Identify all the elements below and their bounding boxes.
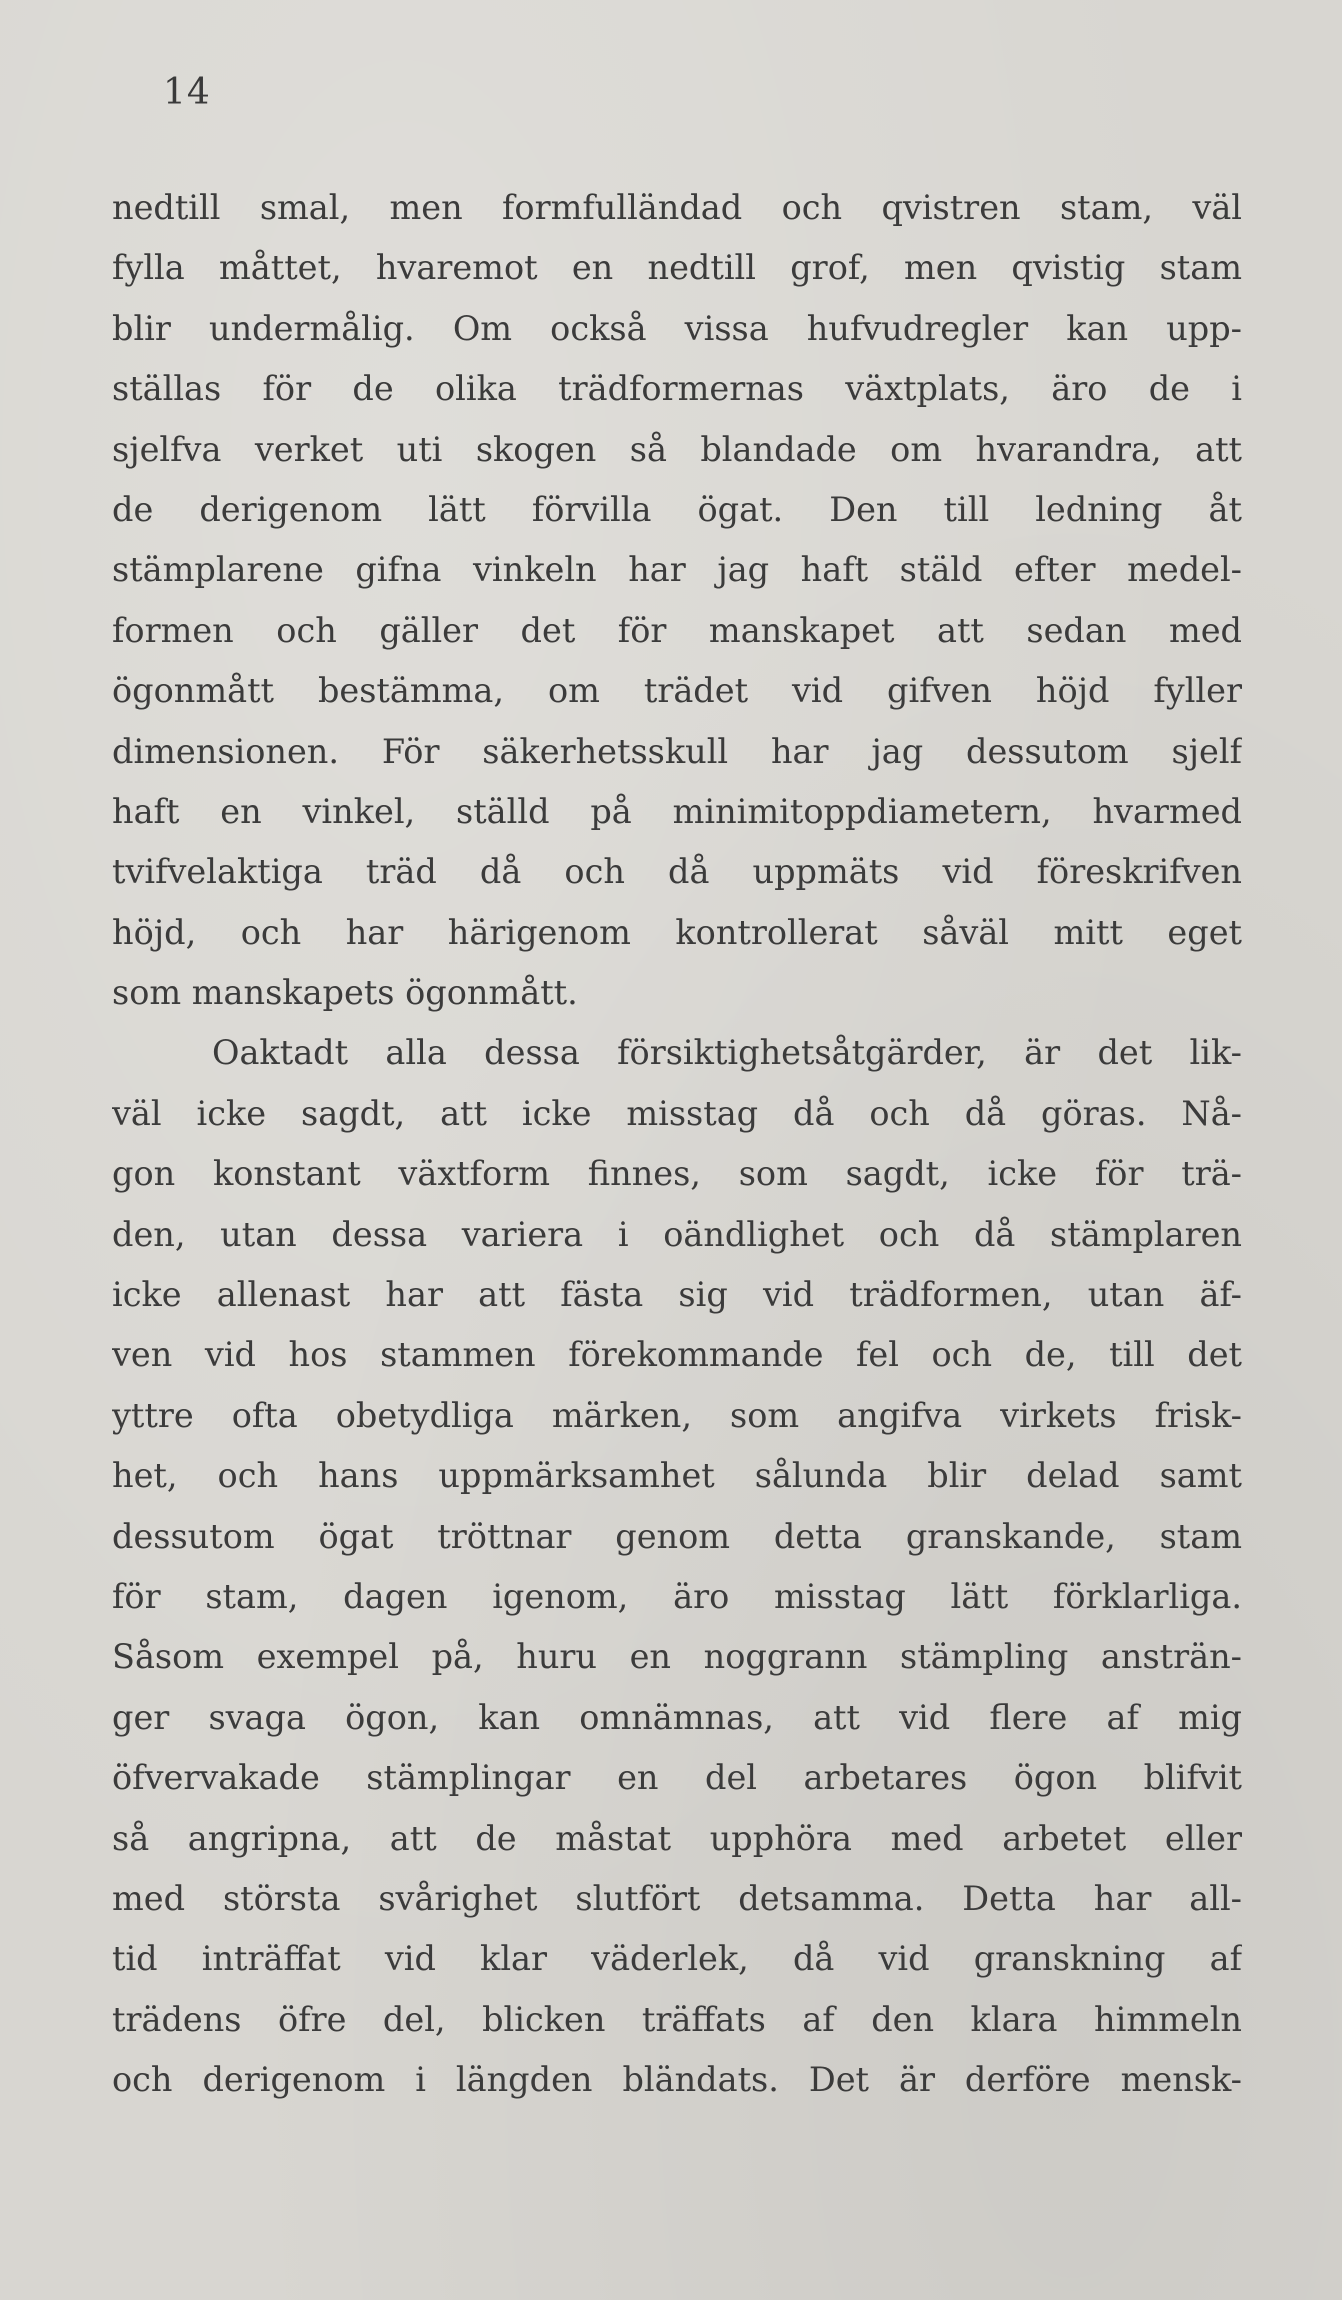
text-line: för stam, dagen igenom, äro misstag lätt förklarliga. <box>112 1576 1242 1616</box>
text-line: höjd, och har härigenom kontrollerat såväl mitt eget <box>112 912 1242 952</box>
page-number: 14 <box>163 72 211 113</box>
text-line: ögonmått bestämma, om trädet vid gifven höjd fyller <box>112 671 1242 711</box>
text-line-paragraph-end: som manskapets ögonmått. <box>112 973 578 1013</box>
text-line-paragraph-start: Oaktadt alla dessa försiktighetsåtgärder, är det lik- <box>212 1033 1242 1073</box>
text-line: ställas för de olika trädformernas växtplats, äro de i <box>112 369 1242 409</box>
text-line: öfvervakade stämplingar en del arbetares ögon blifvit <box>112 1758 1242 1798</box>
text-line: het, och hans uppmärksamhet sålunda blir delad samt <box>112 1456 1242 1496</box>
text-line: trädens öfre del, blicken träffats af den klara himmeln <box>112 1999 1242 2039</box>
text-line: nedtill smal, men formfulländad och qvistren stam, väl <box>112 188 1242 227</box>
text-line: formen och gäller det för manskapet att sedan med <box>112 610 1242 650</box>
text-line: haft en vinkel, ställd på minimitoppdiametern, hvarmed <box>112 791 1242 831</box>
body-text <box>112 178 1242 2111</box>
text-line: gon konstant växtform finnes, som sagdt, icke för trä- <box>112 1154 1242 1194</box>
text-line: blir undermålig. Om också vissa hufvudregler kan upp- <box>112 308 1242 348</box>
text-line: så angripna, att de måstat upphöra med arbetet eller <box>112 1818 1242 1858</box>
text-line: väl icke sagdt, att icke misstag då och då göras. Nå- <box>112 1093 1242 1133</box>
text-line: de derigenom lätt förvilla ögat. Den till ledning åt <box>112 489 1242 529</box>
text-line: tvifvelaktiga träd då och då uppmäts vid föreskrifven <box>112 852 1242 892</box>
text-line: dessutom ögat tröttnar genom detta granskande, stam <box>112 1516 1242 1556</box>
text-line: yttre ofta obetydliga märken, som angifva virkets frisk- <box>112 1395 1242 1435</box>
text-line: stämplarene gifna vinkeln har jag haft stäld efter medel- <box>112 550 1242 590</box>
text-line: dimensionen. För säkerhetsskull har jag dessutom sjelf <box>112 731 1242 771</box>
text-line: ger svaga ögon, kan omnämnas, att vid flere af mig <box>112 1697 1242 1737</box>
text-line: Såsom exempel på, huru en noggrann stämpling ansträn- <box>112 1637 1242 1677</box>
text-line: och derigenom i längden bländats. Det är derföre mensk- <box>112 2060 1242 2100</box>
text-line: med största svårighet slutfört detsamma. Detta har all- <box>112 1878 1242 1918</box>
text-line: icke allenast har att fästa sig vid trädformen, utan äf- <box>112 1275 1242 1315</box>
text-line: fylla måttet, hvaremot en nedtill grof, men qvistig stam <box>112 248 1242 288</box>
text-line: tid inträffat vid klar väderlek, då vid granskning af <box>112 1939 1242 1979</box>
text-line: den, utan dessa variera i oändlighet och då stämplaren <box>112 1214 1242 1254</box>
text-line: sjelfva verket uti skogen så blandade om hvarandra, att <box>112 429 1242 469</box>
text-line: ven vid hos stammen förekommande fel och de, till det <box>112 1335 1242 1375</box>
